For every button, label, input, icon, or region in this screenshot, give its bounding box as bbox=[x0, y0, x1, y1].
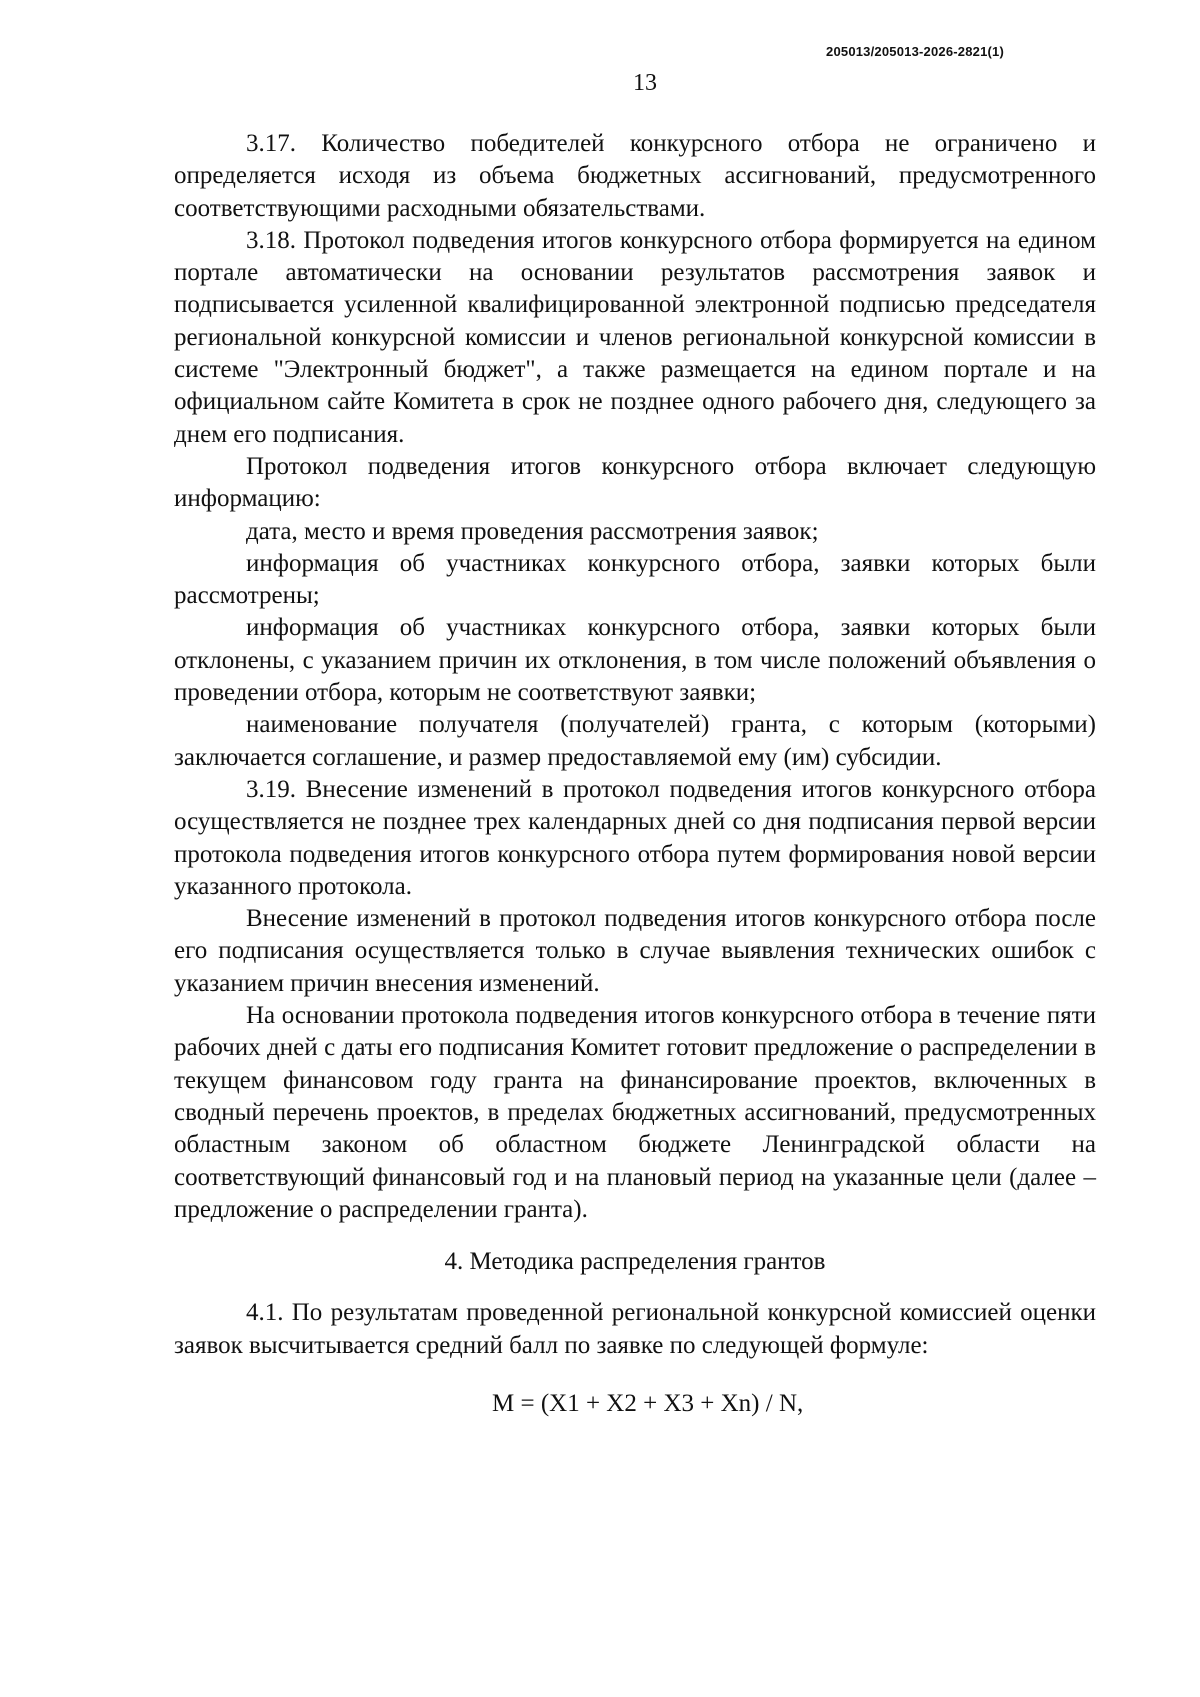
paragraph-4-1: 4.1. По результатам проведенной региональной конкурсной комиссией оценки заявок высчитывается средний балл по заявке по следующей формуле: bbox=[174, 1299, 1096, 1359]
paragraph-3-18: 3.18. Протокол подведения итогов конкурсного отбора формируется на едином портале автоматически на основании результатов рассмотрения заявок и подписывается усиленной квалифицированной электронной подписью председателя региональной конкурсной комиссии и членов региональной конкурсной комиссии в системе "Электронный бюджет", а также размещается на едином портале и на официальном сайте Комитета в срок не позднее одного рабочего дня, следующего за днем его подписания. bbox=[174, 226, 1096, 448]
list-item-rejected: информация об участниках конкурсного отбора, заявки которых были отклонены, с указанием причин их отклонения, в том числе положений объявления о проведении отбора, которым не соответствуют заявки; bbox=[174, 614, 1096, 707]
list-item-recipient: наименование получателя (получателей) гранта, с которым (которыми) заключается соглашение, и размер предоставляемой ему (им) субсидии. bbox=[174, 711, 1096, 771]
paragraph-distribution-proposal: На основании протокола подведения итогов конкурсного отбора в течение пяти рабочих дней с даты его подписания Комитет готовит предложение о распределении в текущем финансовом году гранта на финансирование проектов, включенных в сводный перечень проектов, в пределах бюджетных ассигнований, предусмотренных областным законом об областном бюджете Ленинградской области на соответствующий финансовый год и на плановый период на указанные цели (далее – предложение о распределении гранта). bbox=[174, 1002, 1096, 1223]
paragraph-technical-errors: Внесение изменений в протокол подведения итогов конкурсного отбора после его подписания осуществляется только в случае выявления технических ошибок с указанием причин внесения изменений. bbox=[174, 905, 1096, 997]
paragraph-3-19: 3.19. Внесение изменений в протокол подведения итогов конкурсного отбора осуществляется не позднее трех календарных дней со дня подписания первой версии протокола подведения итогов конкурсного отбора путем формирования новой версии указанного протокола. bbox=[174, 775, 1096, 900]
list-item-reviewed: информация об участниках конкурсного отбора, заявки которых были рассмотрены; bbox=[174, 549, 1096, 610]
formula: M = (X1 + X2 + X3 + Xn) / N, bbox=[492, 1389, 804, 1417]
list-item-date-place: дата, место и время проведения рассмотрения заявок; bbox=[246, 517, 819, 545]
document-body bbox=[174, 128, 1096, 1420]
section-heading: 4. Методика распределения грантов bbox=[444, 1248, 826, 1276]
document-id: 205013/205013-2026-2821(1) bbox=[826, 44, 1004, 59]
page-number: 13 bbox=[633, 70, 657, 96]
paragraph-protocol-intro: Протокол подведения итогов конкурсного отбора включает следующую информацию: bbox=[174, 452, 1096, 513]
paragraph-3-17: 3.17. Количество победителей конкурсного отбора не ограничено и определяется исходя из объема бюджетных ассигнований, предусмотренного соответствующими расходными обязательствами. bbox=[174, 130, 1096, 222]
